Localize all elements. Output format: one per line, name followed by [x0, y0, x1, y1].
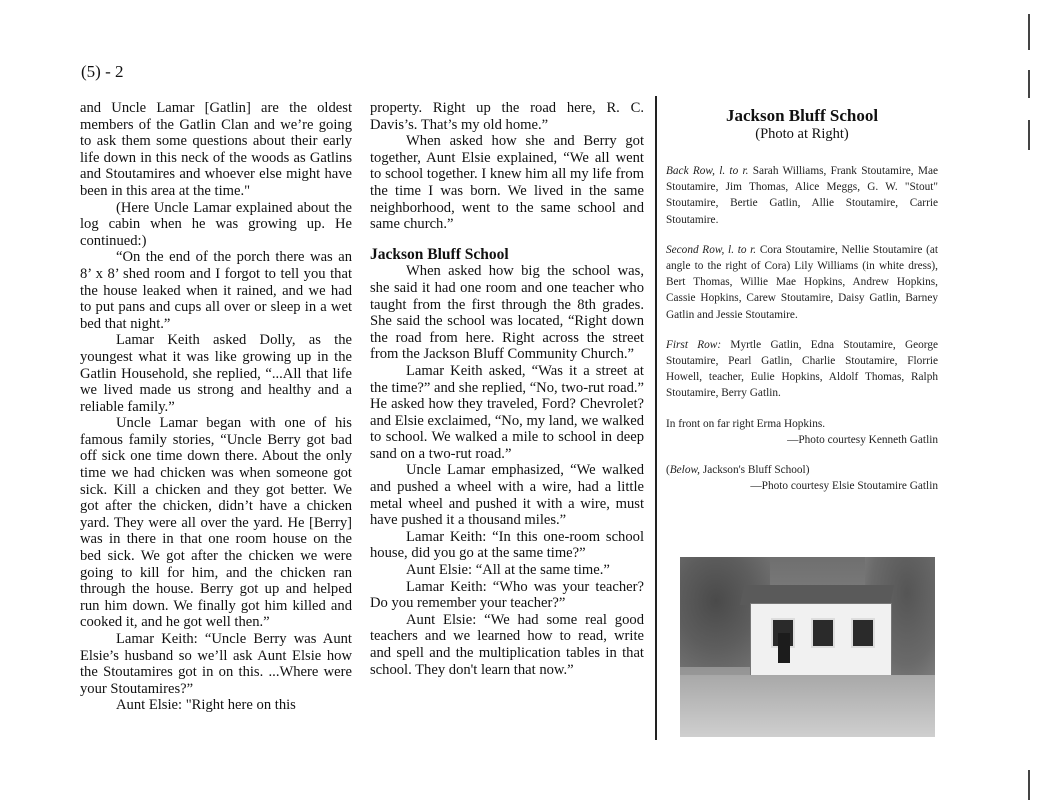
- paragraph: Uncle Lamar began with one of his famous family stories, “Uncle Berry got bad off sick one time down there. About the only time we had chicken was when someone got sick. Kill a chicken and they got better. We got after the chicken, didn’t have a chicken yard. They were all over the yard. He [Berry] was in there in that one room house on the bed sick. We got after the chicken we were going to kill for him, and the chicken ran through the house. Berry got up and helped run him down. We finally got him killed and cooked it, and he got well then.”: [80, 415, 352, 631]
- school-photo: [680, 557, 935, 737]
- caption-label: First Row:: [666, 338, 722, 351]
- section-heading: Jackson Bluff School: [370, 245, 509, 263]
- scan-margin-mark: [1028, 770, 1030, 800]
- article-column-2: [370, 100, 644, 678]
- caption-names: Myrtle Gatlin, Edna Stoutamire, George Stoutamire, Pearl Gatlin, Charlie Stoutamire, Florrie Howell, teacher, Eulie Hopkins, Aldolf Thomas, Ralph Stoutamire, Berry Gatlin.: [666, 338, 939, 400]
- caption-names: Sarah Williams, Frank Stoutamire, Mae Stoutamire, Jim Thomas, Alice Meggs, G. W. "Stout" Stoutamire, Bertie Gatlin, Allie Stoutamire, Carrie Stoutamire.: [666, 165, 938, 226]
- caption-front-note: In front on far right Erma Hopkins.: [666, 417, 826, 430]
- caption-names: Cora Stoutamire, Nellie Stoutamire (at angle to the right of Cora) Lily Williams (in white dress), Bert Thomas, Willie Mae Hopkins, Andrew Hopkins, Cassie Hopkins, Carew Stoutamire, Daisy Gatlin, Barney Gatlin and Jessie Stoutamire.: [666, 243, 938, 321]
- caption-first-row: [666, 337, 938, 402]
- photo-credit: —Photo courtesy Kenneth Gatlin: [787, 433, 938, 446]
- photo-roof: [740, 585, 894, 605]
- paragraph: Lamar Keith asked Dolly, as the youngest what it was like growing up in the Gatlin Household, she replied, “...All that life we lived made us strong and healthy and a reliable family.”: [80, 332, 352, 415]
- photo-caption-sidebar: [666, 106, 938, 494]
- paragraph: Lamar Keith asked, “Was it a street at the time?” and she replied, “No, two-rut road.” He asked how they traveled, Ford? Chevrolet? and Elsie exclaimed, “No, my land, we walked to school. We walked a mile to school in deep sand on a two-rut road.”: [370, 362, 644, 462]
- caption-label: Below,: [669, 463, 700, 476]
- photo-credit: —Photo courtesy Elsie Stoutamire Gatlin: [750, 480, 938, 493]
- sidebar-subtitle: (Photo at Right): [755, 126, 849, 142]
- caption-label: Back Row, l. to r.: [666, 165, 749, 177]
- page-number: (5) - 2: [81, 62, 124, 81]
- paragraph: When asked how big the school was, she said it had one room and one teacher who taught from the first through the 8th grades. She said the school was located, “Right down the road from here. Right across the street from the Jackson Bluff Community Church.”: [370, 263, 644, 363]
- paragraph: Lamar Keith: “Who was your teacher? Do you remember your teacher?”: [370, 578, 644, 612]
- paragraph: Lamar Keith: “In this one-room school house, did you go at the same time?”: [370, 528, 644, 562]
- paragraph: property. Right up the road here, R. C. Davis’s. That’s my old home.”: [370, 100, 644, 133]
- paragraph: (Here Uncle Lamar explained about the log cabin when he was growing up. He continued:): [80, 199, 352, 249]
- caption-back-row: [666, 163, 938, 228]
- caption-names: Jackson's Bluff School): [702, 463, 810, 476]
- paragraph: and Uncle Lamar [Gatlin] are the oldest members of the Gatlin Clan and we’re going to ask them some questions about their early life down in this neck of the woods as Gatlins and Stoutamires and whoever else might have been in this area at the time.": [80, 100, 352, 199]
- article-column-1: [80, 100, 352, 714]
- paragraph: When asked how she and Berry got together, Aunt Elsie explained, “We all went to school together. I knew him all my life from the time I was born. We lived in the same neighborhood, went to the same school and same church.”: [370, 133, 644, 233]
- photo-window: [851, 618, 875, 648]
- caption-second-row: [666, 242, 938, 323]
- scan-margin-mark: [1028, 70, 1030, 98]
- scan-margin-mark: [1028, 120, 1030, 150]
- sidebar-title: Jackson Bluff School: [725, 106, 879, 125]
- paragraph: Uncle Lamar emphasized, “We walked and pushed a wheel with a wire, had a little metal wheel and pushed it with a wire, must have pushed it a thousand miles.”: [370, 462, 644, 529]
- photo-schoolhouse: [750, 603, 892, 677]
- paragraph: Aunt Elsie: “All at the same time.”: [406, 562, 610, 579]
- column-divider: [655, 96, 657, 740]
- caption-label: Second Row, l. to r.: [666, 243, 757, 256]
- photo-door: [778, 633, 790, 663]
- paragraph: “On the end of the porch there was an 8’ x 8’ shed room and I forgot to tell you that the house leaked when it rained, and we had to put pans and cups all over or sleep in a wet bed that night.”: [80, 249, 352, 332]
- scan-margin-mark: [1028, 14, 1030, 50]
- paragraph: Aunt Elsie: "Right here on this: [116, 697, 296, 714]
- photo-window: [811, 618, 835, 648]
- paragraph: Aunt Elsie: “We had some real good teachers and we learned how to read, write and spell and the multiplication tables in that school. They don't learn that now.”: [370, 611, 644, 678]
- paragraph: Lamar Keith: “Uncle Berry was Aunt Elsie’s husband so we’ll ask Aunt Elsie how the Stoutamires got in on this. ...Where were your Stoutamires?”: [80, 631, 352, 697]
- photo-ground: [680, 675, 935, 737]
- caption-below: (Below, Jackson's Bluff School): [666, 463, 810, 476]
